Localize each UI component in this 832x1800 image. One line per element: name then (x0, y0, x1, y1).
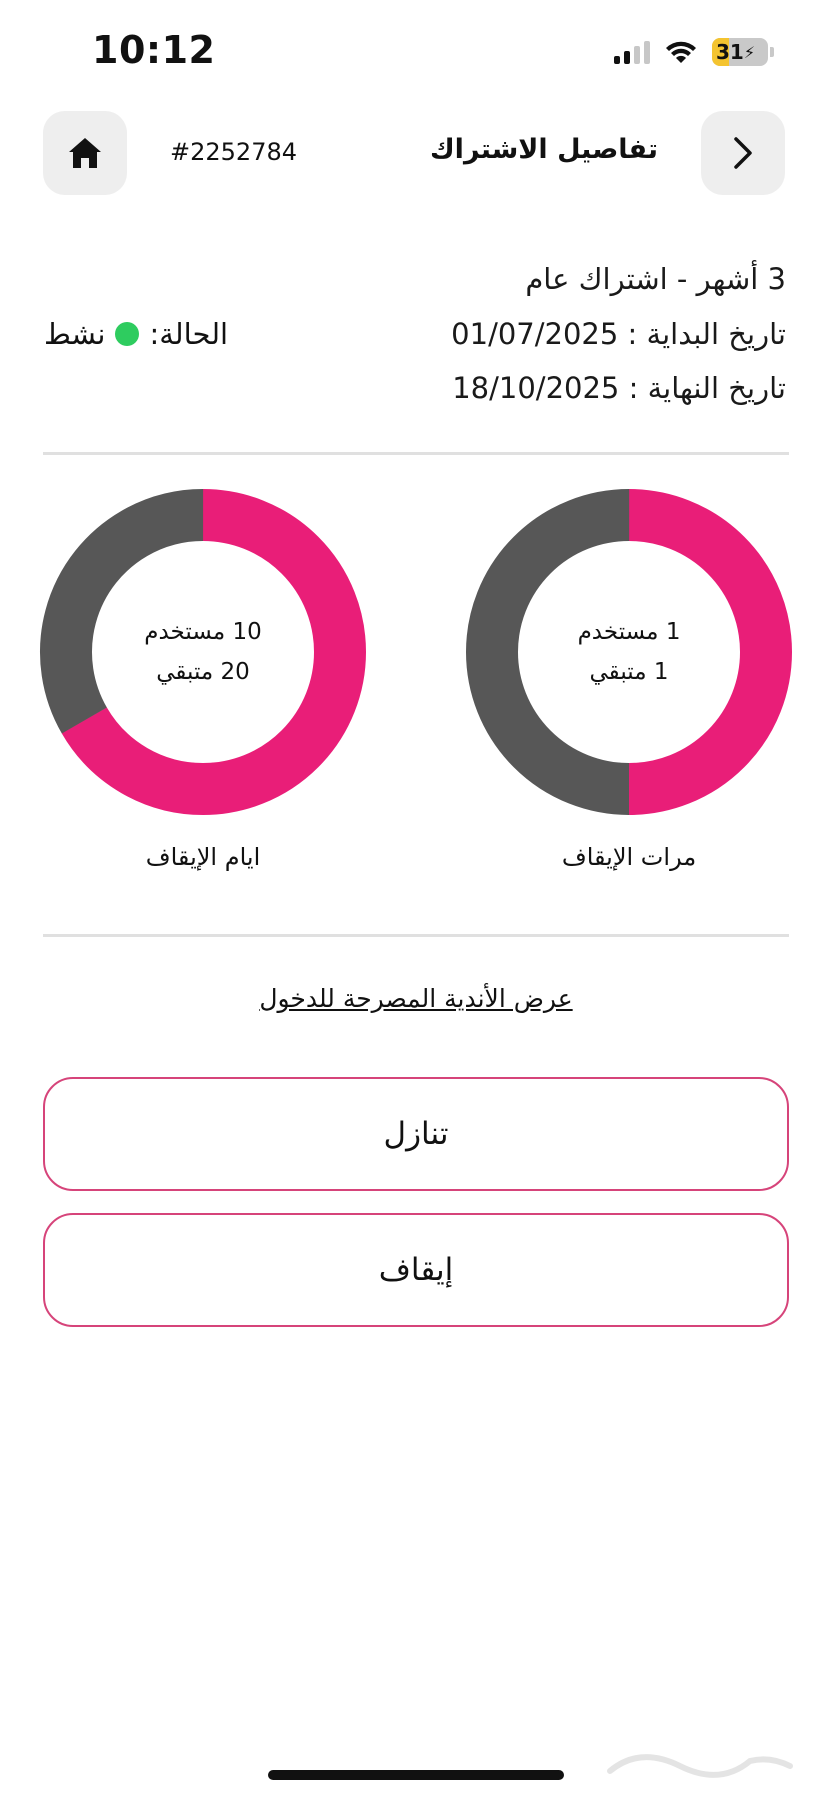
battery-level: 31 (716, 40, 744, 64)
subscription-id: #2252784 (170, 138, 297, 166)
plan-name: 3 أشهر - اشتراك عام (525, 262, 786, 296)
status-dot-icon (115, 322, 139, 346)
freeze-days-used: 10 مستخدم (144, 619, 262, 645)
home-button[interactable] (43, 111, 127, 195)
status-row (44, 317, 228, 351)
freeze-times-chart (464, 487, 794, 817)
page-title: تفاصيل الاشتراك (429, 134, 658, 165)
home-indicator (268, 1770, 564, 1780)
home-icon (67, 136, 103, 170)
cellular-signal-icon (614, 40, 650, 64)
freeze-days-label: ايام الإيقاف (145, 843, 261, 871)
wifi-icon (664, 39, 698, 65)
battery-icon: 31 ⚡ (712, 38, 768, 66)
start-date: تاريخ البداية : 01/07/2025 (451, 317, 786, 351)
allowed-clubs-link[interactable]: عرض الأندية المصرحة للدخول (259, 984, 573, 1013)
transfer-button[interactable]: تنازل (43, 1077, 789, 1191)
status-label: الحالة: (149, 317, 229, 351)
freeze-days-remaining: 20 متبقي (156, 659, 250, 685)
status-icons (614, 38, 774, 66)
end-date: تاريخ النهاية : 18/10/2025 (452, 371, 786, 405)
chevron-right-icon (731, 136, 755, 170)
freeze-times-label: مرات الإيقاف (561, 843, 697, 871)
freeze-times-used: 1 مستخدم (577, 619, 681, 645)
freeze-days-chart (38, 487, 368, 817)
divider (43, 452, 789, 455)
status-time: 10:12 (92, 28, 216, 72)
divider (43, 934, 789, 937)
status-value: نشط (44, 317, 106, 351)
back-button[interactable] (701, 111, 785, 195)
freeze-times-remaining: 1 متبقي (589, 659, 669, 685)
watermark-logo (600, 1736, 800, 1786)
freeze-button[interactable]: إيقاف (43, 1213, 789, 1327)
